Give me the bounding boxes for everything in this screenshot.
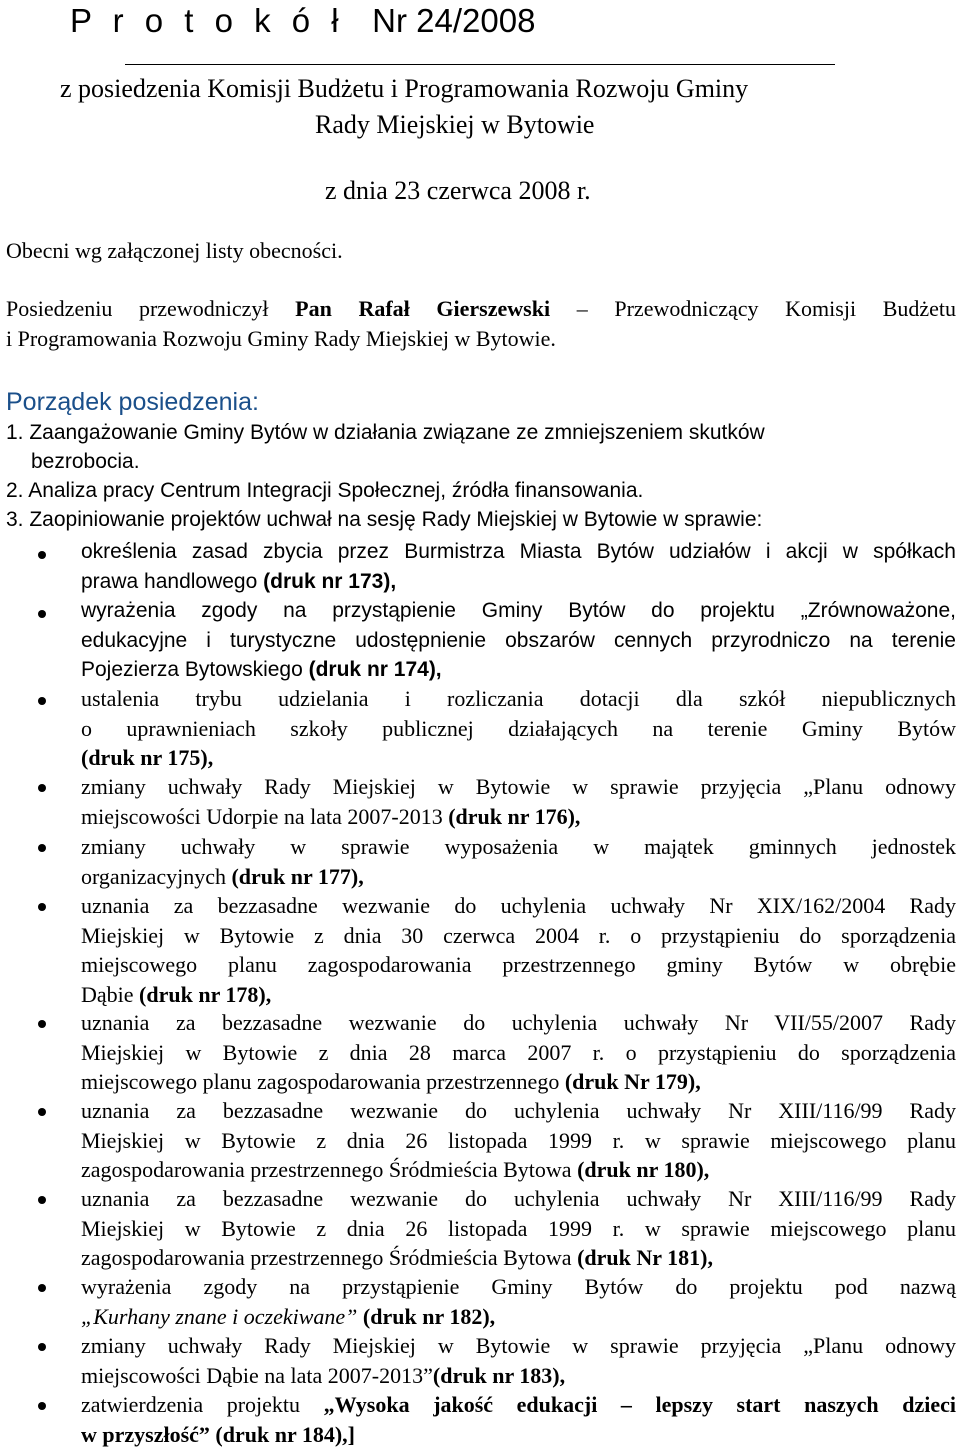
- title-number: Nr 24/2008: [372, 2, 536, 39]
- subtitle-line-2: Rady Miejskiej w Bytowie: [315, 110, 595, 139]
- chair-line-2: i Programowania Rozwoju Gminy Rady Miejskiej w Bytowie.: [6, 326, 556, 351]
- bullet-dot: [38, 1196, 46, 1204]
- chair-role: Przewodniczący Komisji Budżetu: [614, 296, 957, 321]
- chair-name: Pan Rafał Gierszewski: [295, 296, 551, 321]
- list-item: wyrażenia zgody na przystąpienie Gminy Bytów do projektu „Zrównoważone, edukacyjne i turystyczne udostępnienie obszarów cennych przyrodniczo na terenie Pojezierza Bytowskiego (druk nr 174),: [81, 599, 956, 681]
- bullet-dot: [38, 1343, 46, 1351]
- bullet-dot: [38, 844, 46, 852]
- list-item: uznania za bezzasadne wezwanie do uchylenia uchwały Nr XIX/162/2004 Rady Miejskiej w Bytowie z dnia 30 czerwca 2004 r. o przystąpieniu do sporządzenia miejscowego planu zagospodarowania przestrzennego gminy Bytów w obrębie Dąbie (druk nr 178),: [81, 893, 956, 1007]
- bullet-dot: [38, 1108, 46, 1116]
- bullet-dot: [38, 903, 46, 911]
- list-item: zmiany uchwały Rady Miejskiej w Bytowie w sprawie przyjęcia „Planu odnowy miejscowości Udorpie na lata 2007-2013 (druk nr 176),: [81, 774, 956, 829]
- bullet-dot: [38, 1284, 46, 1292]
- agenda-item-1: 1. Zaangażowanie Gminy Bytów w działania związane ze zmniejszeniem skutków: [6, 421, 765, 444]
- chair-line-1: [6, 296, 956, 322]
- list-item: zmiany uchwały Rady Miejskiej w Bytowie w sprawie przyjęcia „Planu odnowy miejscowości Dąbie na lata 2007-2013”(druk nr 183),: [81, 1333, 956, 1388]
- list-item: zatwierdzenia projektu „Wysoka jakość edukacji – lepszy start naszych dzieci w przyszłość” (druk nr 184),]: [81, 1392, 956, 1447]
- meeting-date: z dnia 23 czerwca 2008 r.: [325, 176, 591, 205]
- agenda-item-1-cont: bezrobocia.: [31, 450, 140, 473]
- list-item: uznania za bezzasadne wezwanie do uchylenia uchwały Nr XIII/116/99 Rady Miejskiej w Bytowie z dnia 26 listopada 1999 r. w sprawie miejscowego planu zagospodarowania przestrzennego Śródmieścia Bytowa (druk nr 180),: [81, 1098, 956, 1182]
- attendance-note: Obecni wg załączonej listy obecności.: [6, 238, 343, 263]
- list-item: ustalenia trybu udzielania i rozliczania dotacji dla szkół niepublicznych o uprawnieniach szkoły publicznej działających na terenie Gminy Bytów (druk nr 175),: [81, 686, 956, 770]
- bullet-dot: [38, 784, 46, 792]
- list-item: wyrażenia zgody na przystąpienie Gminy Bytów do projektu pod nazwą „Kurhany znane i oczekiwane” (druk nr 182),: [81, 1274, 956, 1329]
- agenda-heading: Porządek posiedzenia:: [6, 388, 259, 416]
- bullet-dot: [38, 1402, 46, 1410]
- title-word: P r o t o k ó ł: [70, 2, 345, 39]
- agenda-item-2: 2. Analiza pracy Centrum Integracji Społecznej, źródła finansowania.: [6, 479, 644, 502]
- protocol-title: [70, 2, 535, 40]
- subtitle-line-1: z posiedzenia Komisji Budżetu i Programowania Rozwoju Gminy: [60, 74, 749, 103]
- list-item: uznania za bezzasadne wezwanie do uchylenia uchwały Nr XIII/116/99 Rady Miejskiej w Bytowie z dnia 26 listopada 1999 r. w sprawie miejscowego planu zagospodarowania przestrzennego Śródmieścia Bytowa (druk Nr 181),: [81, 1186, 956, 1270]
- title-underline: [125, 64, 835, 65]
- bullet-dot: [38, 551, 46, 559]
- chair-dash: –: [576, 296, 588, 321]
- agenda-item-3: 3. Zaopiniowanie projektów uchwał na sesję Rady Miejskiej w Bytowie w sprawie:: [6, 508, 763, 531]
- list-item: uznania za bezzasadne wezwanie do uchylenia uchwały Nr VII/55/2007 Rady Miejskiej w Bytowie z dnia 28 marca 2007 r. o przystąpieniu do sporządzenia miejscowego planu zagospodarowania przestrzennego (druk Nr 179),: [81, 1010, 956, 1094]
- chair-prefix: Posiedzeniu przewodniczył: [6, 296, 269, 321]
- bullet-dot: [38, 1020, 46, 1028]
- list-item: określenia zasad zbycia przez Burmistrza Miasta Bytów udziałów i akcji w spółkach prawa handlowego (druk nr 173),: [81, 540, 956, 593]
- list-item: zmiany uchwały w sprawie wyposażenia w majątek gminnych jednostek organizacyjnych (druk nr 177),: [81, 834, 956, 889]
- bullet-dot: [38, 697, 46, 705]
- bullet-dot: [38, 610, 46, 618]
